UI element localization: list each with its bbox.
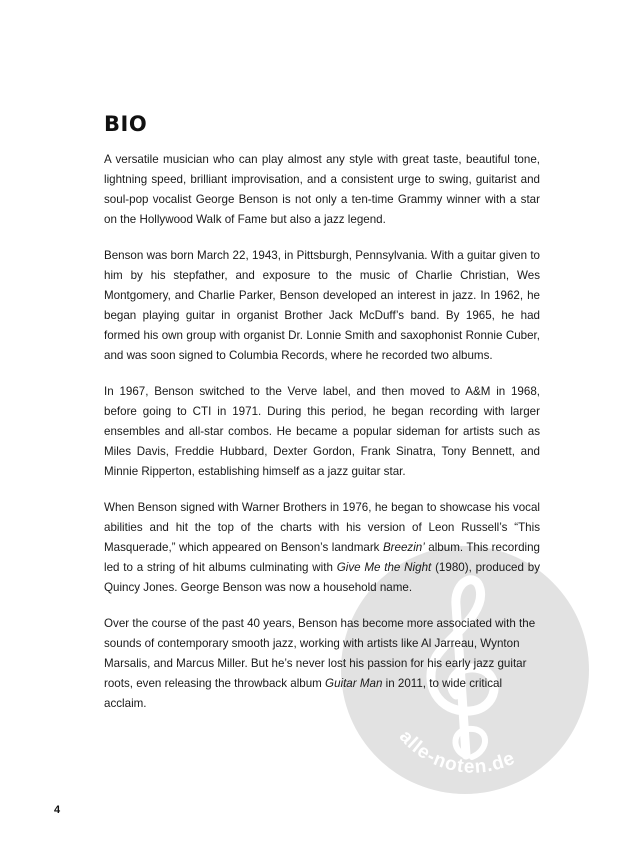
page-number: 4 [54, 804, 61, 816]
italic-title: Give Me the Night [336, 561, 432, 574]
paragraph-text: A versatile musician who can play almost any style with great taste, beautiful tone, lightning speed, brilliant improvisation, and a consistent urge to swing, guitarist and soul-pop vocalist George Benson is not only a ten-time Grammy winner with a star on the Hollywood Walk of Fame but also a jazz legend. [104, 153, 540, 226]
bio-paragraph [104, 382, 540, 482]
bio-paragraph [104, 150, 540, 230]
bio-paragraph [104, 246, 540, 366]
paragraph-text: Over the course of the past 40 years, Benson has become more associated with the sounds of contemporary smooth jazz, working with artists like Al Jarreau, Wynton Marsalis, and Marcus Miller. But he’s never lost his passion for his early jazz guitar roots, even releasing the throwback album [104, 617, 536, 690]
bio-text-body [104, 150, 540, 730]
paragraph-text: In 1967, Benson switched to the Verve label, and then moved to A&M in 1968, before going to CTI in 1971. During this period, he began recording with larger ensembles and all-star combos. He became a popular sideman for artists such as Miles Davis, Freddie Hubbard, Dexter Gordon, Frank Sinatra, Tony Bennett, and Minnie Ripperton, establishing himself as a jazz guitar star. [104, 385, 540, 478]
watermark-text: alle-noten.de [394, 726, 519, 778]
bio-paragraph [104, 498, 540, 598]
page-title: BIO [104, 112, 148, 136]
paragraph-text: in 2011, to wide critical acclaim. [104, 677, 503, 710]
paragraph-text: album. This recording led to a string of hit albums culminating with [104, 541, 540, 574]
paragraph-text: (1980), produced by Quincy Jones. George Benson was now a household name. [104, 561, 540, 594]
paragraph-text: When Benson signed with Warner Brothers in 1976, he began to showcase his vocal abilities and hit the top of the charts with his version of Leon Russell’s “This Masquerade,” which appeared on Benson’s landmark [104, 501, 540, 554]
italic-title: Guitar Man [325, 677, 383, 690]
bio-paragraph [104, 614, 540, 714]
italic-title: Breezin’ [382, 541, 425, 554]
paragraph-text: Benson was born March 22, 1943, in Pittsburgh, Pennsylvania. With a guitar given to him by his stepfather, and exposure to the music of Charlie Christian, Wes Montgomery, and Charlie Parker, Benson developed an interest in jazz. In 1962, he began playing guitar in organist Brother Jack McDuff’s band. By 1965, he had formed his own group with organist Dr. Lonnie Smith and saxophonist Ronnie Cuber, and was soon signed to Columbia Records, where he recorded two albums. [104, 249, 540, 362]
